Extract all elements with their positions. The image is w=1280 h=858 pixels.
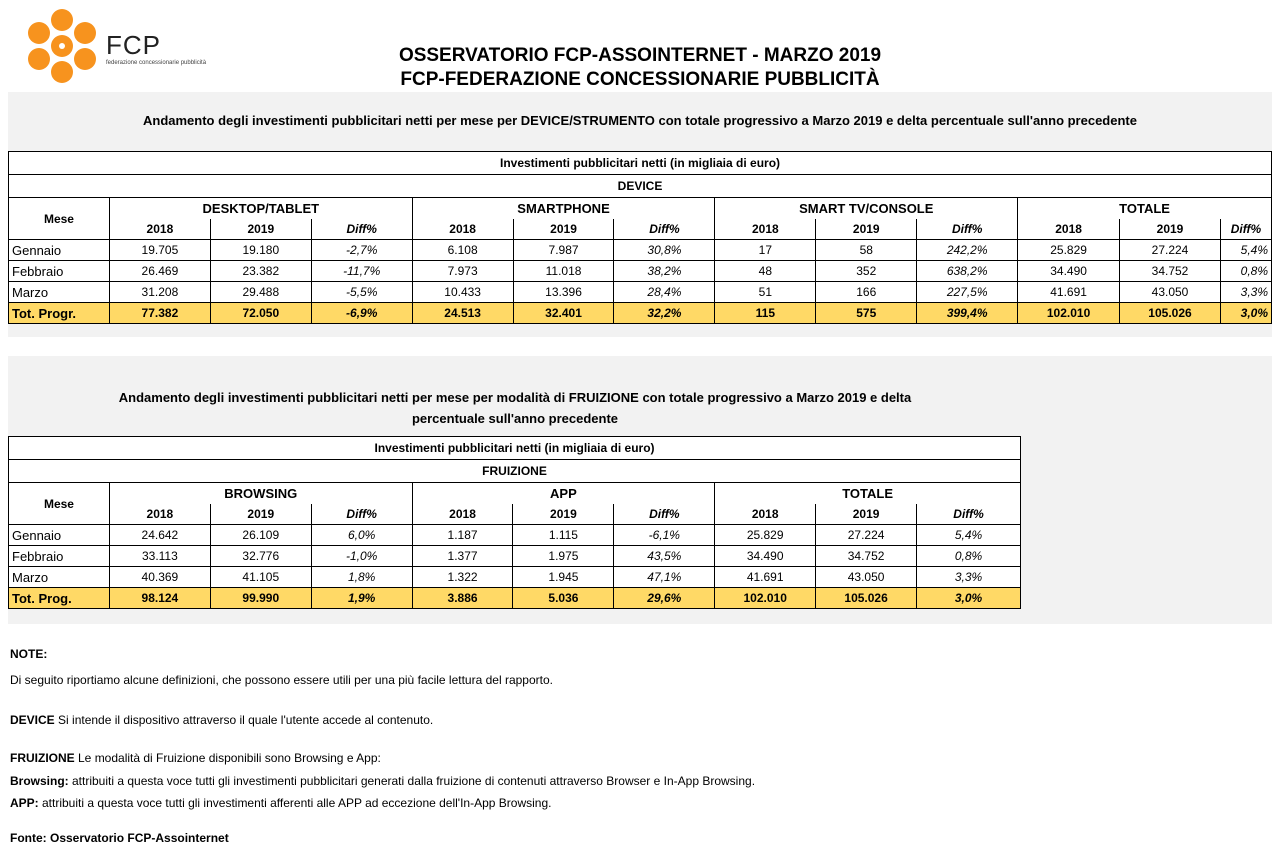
note-browsing-text: attribuiti a questa voce tutti gli investimenti pubblicitari generati dalla fruizione di contenuti attraverso Browser e In-App Browsing. (68, 774, 756, 788)
device-band: DEVICE (9, 175, 1272, 198)
diff-cell: 43,5% (614, 546, 715, 567)
device-table (8, 151, 1272, 324)
diff-cell: 3,0% (1220, 303, 1271, 324)
value-cell: 352 (816, 261, 917, 282)
diff-cell: 47,1% (614, 567, 715, 588)
diff-cell: 30,8% (614, 240, 715, 261)
value-cell: 58 (816, 240, 917, 261)
diff-header: Diff% (1220, 219, 1271, 240)
value-cell: 575 (816, 303, 917, 324)
year-header: 2019 (513, 504, 614, 525)
group-totale: TOTALE (1018, 198, 1272, 219)
value-cell: 31.208 (109, 282, 210, 303)
table-row (9, 240, 1272, 261)
diff-cell: 38,2% (614, 261, 715, 282)
page-subtitle: FCP-FEDERAZIONE CONCESSIONARIE PUBBLICITÀ (400, 69, 880, 90)
value-cell: 40.369 (109, 567, 210, 588)
value-cell: 7.973 (412, 261, 513, 282)
fruizione-heading (20, 387, 1010, 429)
year-header: 2018 (715, 504, 816, 525)
diff-header: Diff% (614, 219, 715, 240)
notes-intro: Di seguito riportiamo alcune definizioni, che possono essere utili per una più facile lettura del rapporto. (10, 673, 553, 687)
value-cell: 25.829 (715, 525, 816, 546)
source-note: Fonte: Osservatorio FCP-Assointernet (10, 831, 229, 845)
value-cell: 27.224 (816, 525, 917, 546)
diff-cell: -6,9% (311, 303, 412, 324)
group-browsing: BROWSING (109, 483, 412, 504)
group-app: APP (412, 483, 715, 504)
value-cell: 3.886 (412, 588, 513, 609)
value-cell: 72.050 (210, 303, 311, 324)
value-cell: 77.382 (109, 303, 210, 324)
diff-cell: 28,4% (614, 282, 715, 303)
month-cell: Tot. Progr. (9, 303, 110, 324)
note-fruizione (10, 751, 381, 765)
table-row (9, 546, 1021, 567)
value-cell: 6.108 (412, 240, 513, 261)
note-fruizione-term: FRUIZIONE (10, 751, 75, 765)
value-cell: 43.050 (1120, 282, 1221, 303)
diff-cell: 638,2% (917, 261, 1018, 282)
value-cell: 13.396 (513, 282, 614, 303)
value-cell: 5.036 (513, 588, 614, 609)
note-device-text: Si intende il dispositivo attraverso il quale l'utente accede al contenuto. (54, 713, 434, 727)
diff-cell: 227,5% (917, 282, 1018, 303)
month-cell: Tot. Prog. (9, 588, 110, 609)
diff-cell: 5,4% (917, 525, 1021, 546)
logo-text: FCP (106, 30, 161, 60)
group-smartphone: SMARTPHONE (412, 198, 715, 219)
value-cell: 29.488 (210, 282, 311, 303)
value-cell: 34.752 (1120, 261, 1221, 282)
value-cell: 23.382 (210, 261, 311, 282)
value-cell: 41.691 (1018, 282, 1120, 303)
value-cell: 25.829 (1018, 240, 1120, 261)
group-desktop-tablet: DESKTOP/TABLET (109, 198, 412, 219)
page-title: OSSERVATORIO FCP-ASSOINTERNET - MARZO 2019 (398, 45, 882, 66)
diff-cell: 242,2% (917, 240, 1018, 261)
diff-header: Diff% (614, 504, 715, 525)
year-header: 2018 (412, 504, 513, 525)
diff-cell: 0,8% (917, 546, 1021, 567)
note-device (10, 713, 433, 727)
diff-cell: -5,5% (311, 282, 412, 303)
notes-title: NOTE: (10, 647, 48, 661)
value-cell: 24.513 (412, 303, 513, 324)
value-cell: 1.115 (513, 525, 614, 546)
diff-cell: 5,4% (1220, 240, 1271, 261)
diff-cell: 6,0% (311, 525, 412, 546)
value-cell: 32.776 (210, 546, 311, 567)
device-heading: Andamento degli investimenti pubblicitari netti per mese per DEVICE/STRUMENTO con totale progressivo a Marzo 2019 e delta percentuale sull'anno precedente (143, 113, 1137, 128)
diff-cell: 29,6% (614, 588, 715, 609)
value-cell: 19.180 (210, 240, 311, 261)
group-smart-tv-console: SMART TV/CONSOLE (715, 198, 1018, 219)
value-cell: 105.026 (1120, 303, 1221, 324)
value-cell: 1.945 (513, 567, 614, 588)
fruizione-band: FRUIZIONE (9, 460, 1021, 483)
group-totale: TOTALE (715, 483, 1021, 504)
diff-header: Diff% (311, 219, 412, 240)
value-cell: 34.752 (816, 546, 917, 567)
year-header: 2018 (109, 219, 210, 240)
year-header: 2019 (513, 219, 614, 240)
value-cell: 43.050 (816, 567, 917, 588)
diff-cell: 3,3% (1220, 282, 1271, 303)
device-rows (9, 240, 1272, 324)
value-cell: 1.187 (412, 525, 513, 546)
fruizione-rows (9, 525, 1021, 609)
fruizione-heading-line2: percentuale sull'anno precedente (411, 411, 619, 426)
diff-cell: -6,1% (614, 525, 715, 546)
total-row (9, 303, 1272, 324)
diff-header: Diff% (311, 504, 412, 525)
value-cell: 11.018 (513, 261, 614, 282)
fruizione-table (8, 436, 1021, 609)
value-cell: 17 (715, 240, 816, 261)
value-cell: 26.109 (210, 525, 311, 546)
fruizione-heading-line1: Andamento degli investimenti pubblicitari netti per mese per modalità di FRUIZIONE con totale progressivo a Marzo 2019 e delta (118, 390, 912, 405)
note-browsing-term: Browsing: (10, 774, 69, 788)
diff-cell: -2,7% (311, 240, 412, 261)
value-cell: 1.322 (412, 567, 513, 588)
diff-cell: -11,7% (311, 261, 412, 282)
year-header: 2019 (210, 504, 311, 525)
fruizione-caption: Investimenti pubblicitari netti (in migliaia di euro) (9, 437, 1021, 460)
diff-cell: -1,0% (311, 546, 412, 567)
value-cell: 26.469 (109, 261, 210, 282)
value-cell: 24.642 (109, 525, 210, 546)
value-cell: 1.377 (412, 546, 513, 567)
note-fruizione-text: Le modalità di Fruizione disponibili sono Browsing e App: (74, 751, 381, 765)
value-cell: 115 (715, 303, 816, 324)
month-cell: Febbraio (9, 261, 110, 282)
mese-header: Mese (9, 198, 110, 240)
value-cell: 34.490 (1018, 261, 1120, 282)
year-header: 2019 (816, 504, 917, 525)
diff-cell: 3,0% (917, 588, 1021, 609)
note-app-text: attribuiti a questa voce tutti gli investimenti afferenti alle APP ad eccezione dell'In-App Browsing. (38, 796, 552, 810)
value-cell: 166 (816, 282, 917, 303)
table-row (9, 567, 1021, 588)
value-cell: 32.401 (513, 303, 614, 324)
month-cell: Marzo (9, 567, 110, 588)
value-cell: 41.105 (210, 567, 311, 588)
note-browsing (10, 774, 755, 788)
value-cell: 99.990 (210, 588, 311, 609)
fcp-logo (20, 6, 207, 86)
year-header: 2018 (715, 219, 816, 240)
diff-cell: 0,8% (1220, 261, 1271, 282)
diff-header: Diff% (917, 504, 1021, 525)
month-cell: Febbraio (9, 546, 110, 567)
month-cell: Gennaio (9, 525, 110, 546)
diff-cell: 32,2% (614, 303, 715, 324)
value-cell: 105.026 (816, 588, 917, 609)
value-cell: 7.987 (513, 240, 614, 261)
year-header: 2019 (1120, 219, 1221, 240)
flower-logo-icon (20, 6, 104, 86)
logo-subtext: federazione concessionarie pubblicità (106, 60, 207, 66)
value-cell: 34.490 (715, 546, 816, 567)
value-cell: 41.691 (715, 567, 816, 588)
diff-cell: 1,8% (311, 567, 412, 588)
year-header: 2018 (412, 219, 513, 240)
value-cell: 33.113 (109, 546, 210, 567)
note-device-term: DEVICE (10, 713, 55, 727)
mese-header: Mese (9, 483, 110, 525)
note-app (10, 796, 551, 810)
month-cell: Marzo (9, 282, 110, 303)
value-cell: 19.705 (109, 240, 210, 261)
value-cell: 48 (715, 261, 816, 282)
year-header: 2019 (210, 219, 311, 240)
value-cell: 102.010 (715, 588, 816, 609)
year-header: 2019 (816, 219, 917, 240)
month-cell: Gennaio (9, 240, 110, 261)
year-header: 2018 (1018, 219, 1120, 240)
value-cell: 1.975 (513, 546, 614, 567)
diff-header: Diff% (917, 219, 1018, 240)
value-cell: 27.224 (1120, 240, 1221, 261)
value-cell: 10.433 (412, 282, 513, 303)
diff-cell: 1,9% (311, 588, 412, 609)
table-row (9, 525, 1021, 546)
diff-cell: 3,3% (917, 567, 1021, 588)
total-row (9, 588, 1021, 609)
table-row (9, 282, 1272, 303)
device-caption: Investimenti pubblicitari netti (in migliaia di euro) (9, 152, 1272, 175)
value-cell: 98.124 (109, 588, 210, 609)
value-cell: 102.010 (1018, 303, 1120, 324)
table-row (9, 261, 1272, 282)
value-cell: 51 (715, 282, 816, 303)
note-app-term: APP: (10, 796, 39, 810)
diff-cell: 399,4% (917, 303, 1018, 324)
year-header: 2018 (109, 504, 210, 525)
